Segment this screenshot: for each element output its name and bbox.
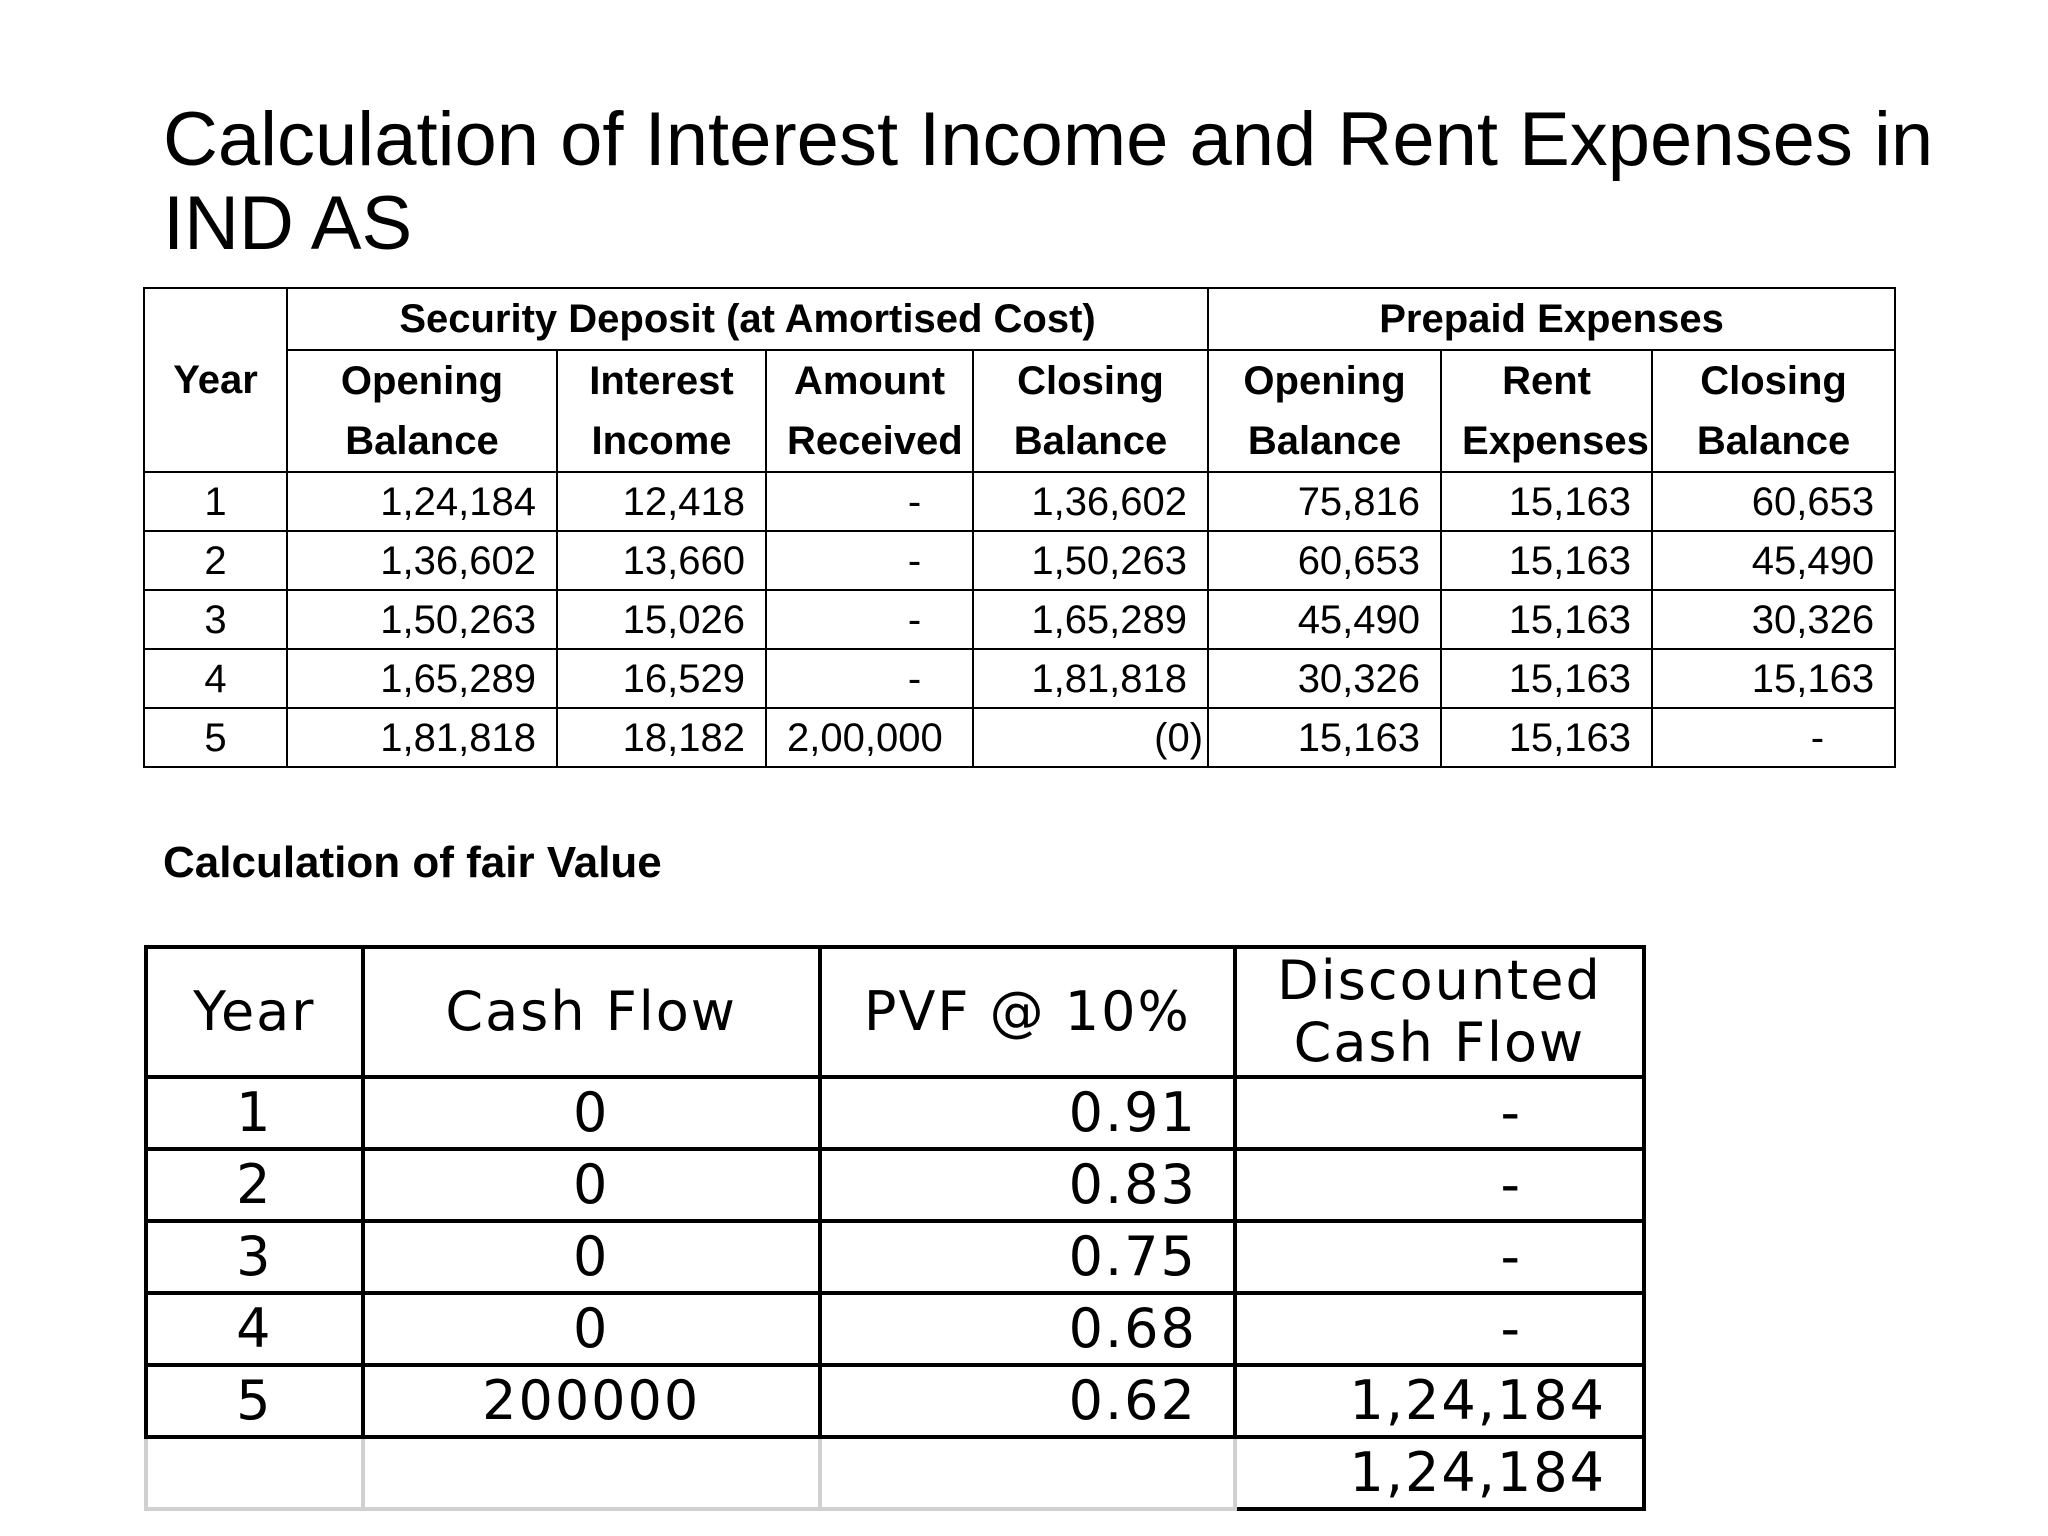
table-cell: - [1235,1149,1644,1221]
table-cell: - [1235,1293,1644,1365]
table-cell: 1,24,184 [287,472,557,531]
table-cell: 200000 [363,1365,820,1437]
column-header-line2: Received [766,411,973,472]
table-cell: 1,36,602 [287,531,557,590]
table-cell: 45,490 [1208,590,1441,649]
column-header-line1: Amount [766,350,973,411]
table-cell: 30,326 [1652,590,1895,649]
year-cell: 5 [146,1365,363,1437]
table-cell: 18,182 [557,708,766,767]
table-cell: 1,36,602 [973,472,1208,531]
year-cell: 1 [144,472,287,531]
table-cell: 12,418 [557,472,766,531]
table-cell: 15,163 [1208,708,1441,767]
year-cell: 3 [144,590,287,649]
column-header-line2: Balance [1208,411,1441,472]
table-cell: 0.83 [820,1149,1235,1221]
table-cell: 0 [363,1221,820,1293]
table-cell: 15,163 [1652,649,1895,708]
year-cell: 4 [144,649,287,708]
column-header-line2: Balance [287,411,557,472]
year-cell: 3 [146,1221,363,1293]
table-cell: - [766,590,973,649]
table-cell: 0.62 [820,1365,1235,1437]
page-title: Calculation of Interest Income and Rent Expenses in IND AS [163,97,1934,266]
year-cell: 4 [146,1293,363,1365]
column-header-line1: Rent [1441,350,1652,411]
table-row [146,1221,1644,1293]
year-cell: 2 [146,1149,363,1221]
table-row [144,708,1895,767]
total-discounted-cash-flow: 1,24,184 [1235,1437,1644,1509]
table-cell: 1,81,818 [287,708,557,767]
table-cell: 30,326 [1208,649,1441,708]
table-row [144,649,1895,708]
empty-cell [363,1437,820,1509]
table-cell: - [1235,1221,1644,1293]
column-header-line1: Closing [973,350,1208,411]
empty-cell [820,1437,1235,1509]
table-cell: 2,00,000 [766,708,973,767]
table-cell: 0 [363,1077,820,1149]
table-cell: 1,50,263 [287,590,557,649]
table-row [146,1365,1644,1437]
column-header-line2: Income [557,411,766,472]
table-cell: - [766,472,973,531]
table-cell: 1,65,289 [287,649,557,708]
column-header-line1: Opening [287,350,557,411]
table-row [144,472,1895,531]
table-cell: 15,026 [557,590,766,649]
column-header-line2: Balance [1652,411,1895,472]
table-cell: - [766,649,973,708]
table-cell: 15,163 [1441,708,1652,767]
table-cell: 15,163 [1441,531,1652,590]
cash-flow-header: Cash Flow [363,947,820,1077]
table-row [146,1293,1644,1365]
year-header: Year [144,288,287,472]
table-row [146,1149,1644,1221]
table-cell: 45,490 [1652,531,1895,590]
table-cell: 15,163 [1441,649,1652,708]
table-cell: 1,24,184 [1235,1365,1644,1437]
column-header-line1: Closing [1652,350,1895,411]
fair-value-heading: Calculation of fair Value [163,838,662,887]
table-cell: 75,816 [1208,472,1441,531]
table-cell: 0.91 [820,1077,1235,1149]
table-cell: - [1235,1077,1644,1149]
fair-value-table [144,945,1646,1511]
table-cell: 1,50,263 [973,531,1208,590]
table-cell: 15,163 [1441,590,1652,649]
table-cell: 60,653 [1208,531,1441,590]
table-cell: - [766,531,973,590]
column-header-line1: Interest [557,350,766,411]
table-row [146,1077,1644,1149]
table-cell: 1,81,818 [973,649,1208,708]
table-cell: - [1652,708,1895,767]
column-header-line2: Balance [973,411,1208,472]
column-header-line1: Opening [1208,350,1441,411]
interest-rent-table [143,287,1896,768]
total-row [146,1437,1644,1509]
table-cell: 0 [363,1149,820,1221]
prepaid-expenses-group-header: Prepaid Expenses [1208,288,1895,350]
table-cell: 13,660 [557,531,766,590]
year-cell: 2 [144,531,287,590]
table-cell: 0.68 [820,1293,1235,1365]
year-cell: 5 [144,708,287,767]
table-row [144,590,1895,649]
column-header-line2: Expenses [1441,411,1652,472]
table-cell: 15,163 [1441,472,1652,531]
table-cell: 16,529 [557,649,766,708]
security-deposit-group-header: Security Deposit (at Amortised Cost) [287,288,1208,350]
table-cell: 0.75 [820,1221,1235,1293]
year-header: Year [146,947,363,1077]
discounted-cash-flow-header: Discounted Cash Flow [1235,947,1644,1077]
empty-cell [146,1437,363,1509]
pvf-header: PVF @ 10% [820,947,1235,1077]
table-cell: 60,653 [1652,472,1895,531]
table-cell: (0) [973,708,1208,767]
table-cell: 1,65,289 [973,590,1208,649]
table-cell: 0 [363,1293,820,1365]
year-cell: 1 [146,1077,363,1149]
table-row [144,531,1895,590]
